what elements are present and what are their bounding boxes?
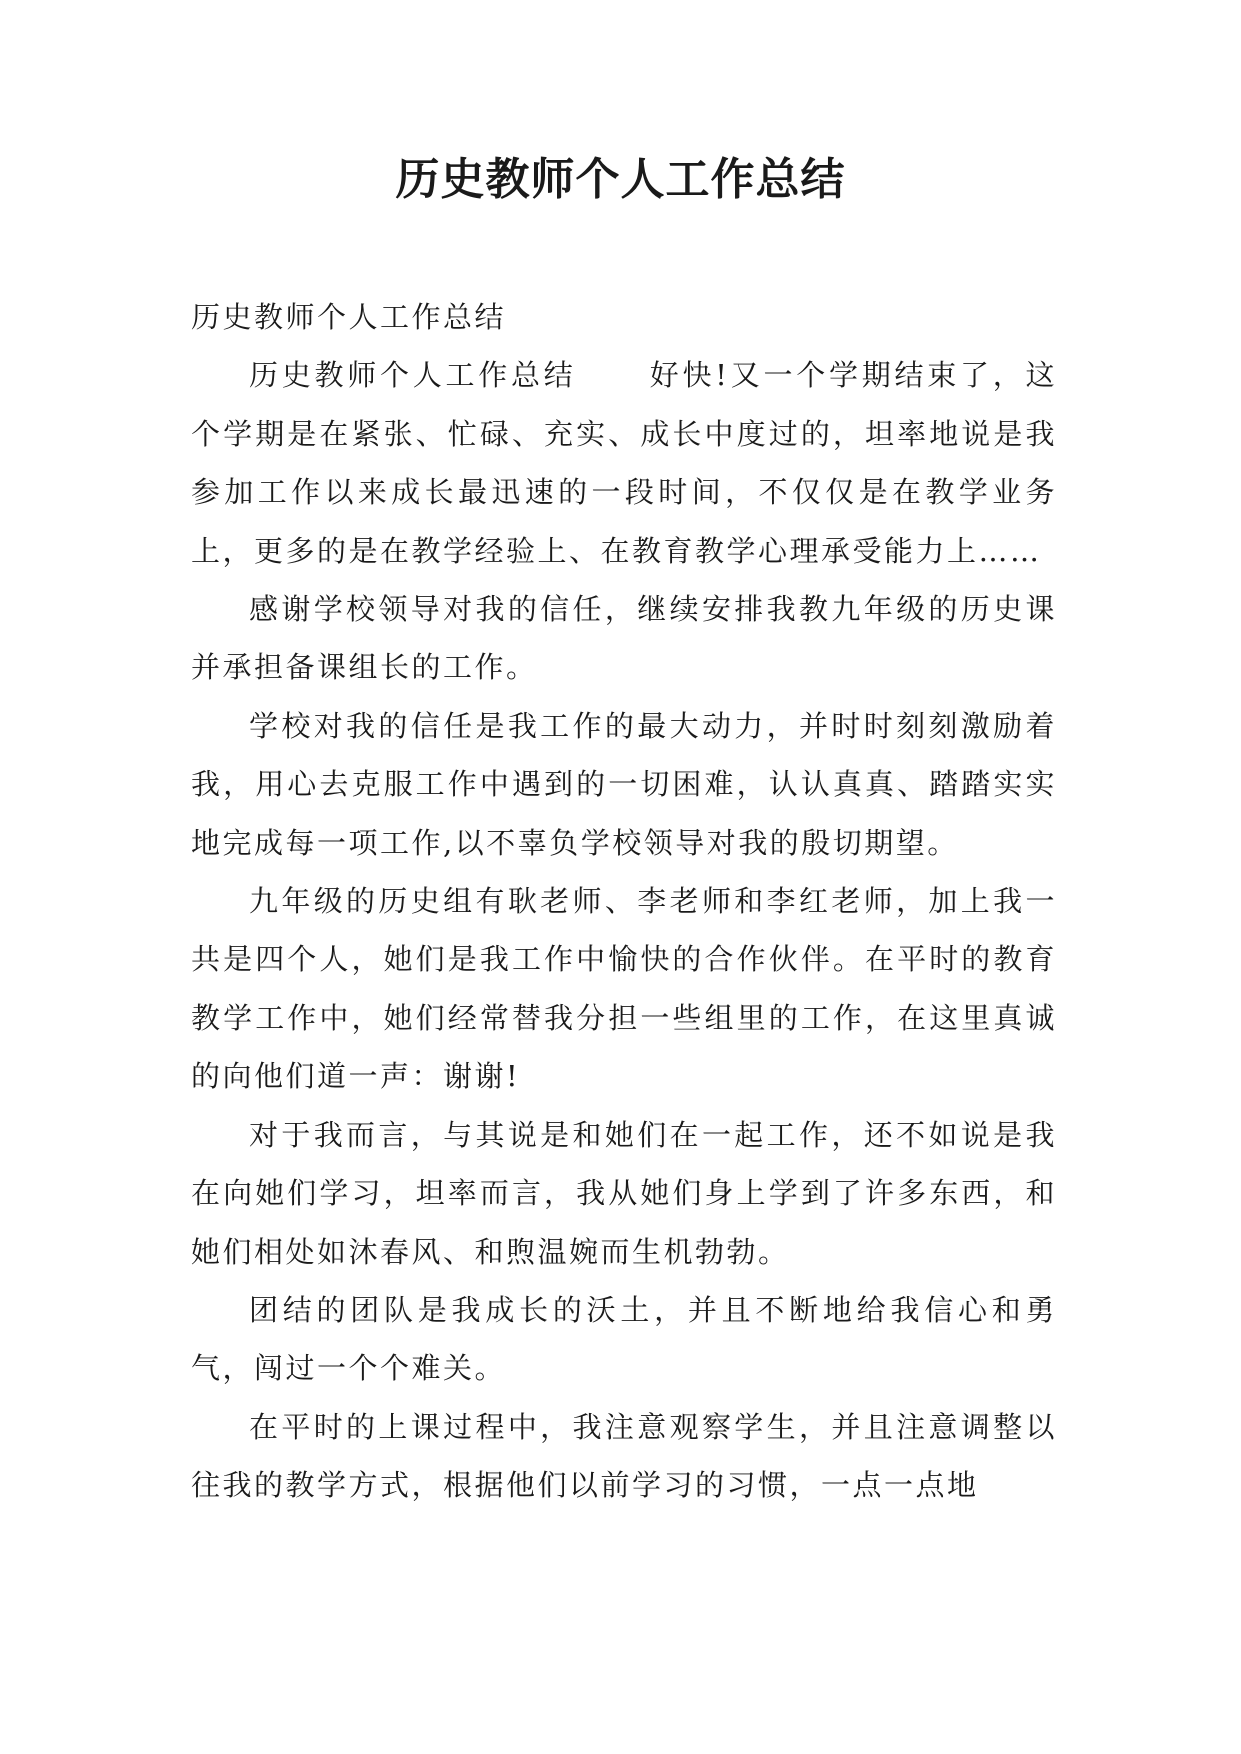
- paragraph: 对于我而言，与其说是和她们在一起工作，还不如说是我在向她们学习，坦率而言，我从她们身上学到了许多东西，和她们相处如沐春风、和煦温婉而生机勃勃。: [191, 1117, 1057, 1269]
- document-body: [191, 288, 1057, 1515]
- paragraph: 在平时的上课过程中，我注意观察学生，并且注意调整以往我的教学方式，根据他们以前学习的习惯，一点一点地: [191, 1409, 1057, 1503]
- paragraph: 感谢学校领导对我的信任，继续安排我教九年级的历史课并承担备课组长的工作。: [191, 592, 1057, 685]
- paragraph-intro: [191, 346, 1057, 580]
- paragraph: 学校对我的信任是我工作的最大动力，并时时刻刻激励着我，用心去克服工作中遇到的一切困难，认认真真、踏踏实实地完成每一项工作,以不辜负学校领导对我的殷切期望。: [191, 708, 1057, 860]
- document-title: 历史教师个人工作总结: [395, 154, 846, 205]
- document-subtitle: 历史教师个人工作总结: [191, 300, 507, 334]
- intro-heading: 历史教师个人工作总结: [249, 358, 577, 393]
- paragraph: 九年级的历史组有耿老师、李老师和李红老师，加上我一共是四个人，她们是我工作中愉快的合作伙伴。在平时的教育教学工作中，她们经常替我分担一些组里的工作，在这里真诚的向他们道一声：谢谢!: [191, 884, 1057, 1094]
- paragraph: 团结的团队是我成长的沃土，并且不断地给我信心和勇气，闯过一个个难关。: [191, 1292, 1057, 1386]
- intro-text: 好快!又一个学期结束了，这个学期是在紧张、忙碌、充实、成长中度过的，坦率地说是我参加工作以来成长最迅速的一段时间，不仅仅是在教学业务上，更多的是在教学经验上、在教育教学心理承受能力上……: [191, 358, 1057, 568]
